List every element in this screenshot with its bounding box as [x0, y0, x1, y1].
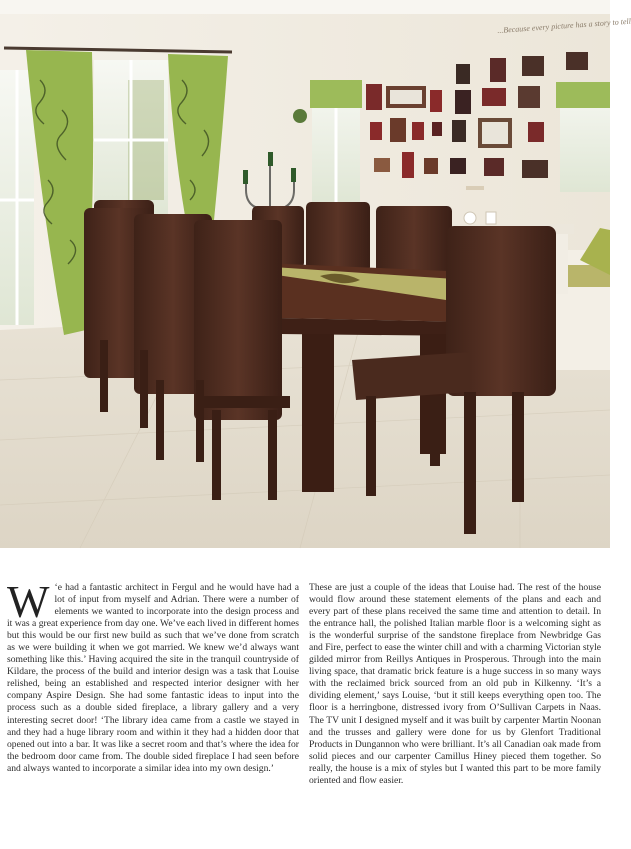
right-column-text: These are just a couple of the ideas that Louise had. The rest of the house would flow around these statement elements of the plans and each and every part of these plans received the same time and attention to detail. In the entrance hall, the polished Italian marble floor is a welcoming sight as is the wonderful surprise of the sandstone fireplace from Newbridge Gas and Fire, perfect to ease the winter chill and with a charming Victorian style gilded mirror from Reillys Antiques in Prosperous. Through into the main living space, that dramatic brick feature is a huge success in so many ways with the reclaimed brick sourced from an old pub in Kilkenny. ‘It’s a dividing element,’ says Louise, ‘but it still keeps everything open too. The floor is a herringbone, distressed ivory from O’Sullivan Carpets in Naas. The TV unit I designed myself and it was built by carpenter Martin Noonan and the trusses and gallery were done for us by Glenfort Traditional Products in Dungannon who were brilliant. It’s all Canadian oak made from solid pieces and our carpenter Camillus Hiney pieced them together. So really, the house is a mix of styles but I wanted this part to be more family oriented and flow easier. [309, 582, 601, 786]
opening-quote: ‘ [54, 582, 58, 593]
right-blind [556, 82, 610, 108]
cup [486, 212, 496, 224]
wall-caption: ...Because every picture has a story to tell [497, 16, 631, 35]
left-column-text: e had a fantastic architect in Fergul and he would have had a lot of input from myself and Adrian. There were a number of elements we wanted to incorporate into the design process and it was a great experience from day one. We’ve each lived in different homes but this would be our first new build as such that we’ve done from scratch as we were building it when we got married. We knew we’d always want something like this.’ Having acquired the site in the tranquil countryside of Kildare, the process of the build and interior design was a task that Louise relished, being an established and respected interior designer with her company Aspire Design. She had some fantastic ideas to input into the process such as a double sided fireplace, a library gallery and a very interesting secret door! ‘The library idea came from a castle we stayed in and they had a huge library room and within it they had a hidden door that opened out into a bar. It was like a secret room and that’s where the idea for the bedroom door came from. The double sided fireplace I had seen before and always wanted to incorporate a similar idea into my own design.’ [7, 582, 299, 774]
article-column-left [7, 577, 299, 775]
ceiling [0, 0, 610, 14]
front-right-chair-seat [352, 352, 470, 400]
drop-cap: W [7, 577, 50, 627]
back-blind [310, 80, 362, 108]
cake-stand [466, 186, 484, 190]
article-column-right [309, 582, 601, 787]
teapot [464, 212, 476, 224]
wall-sconce [293, 109, 307, 123]
article-body [7, 577, 603, 842]
